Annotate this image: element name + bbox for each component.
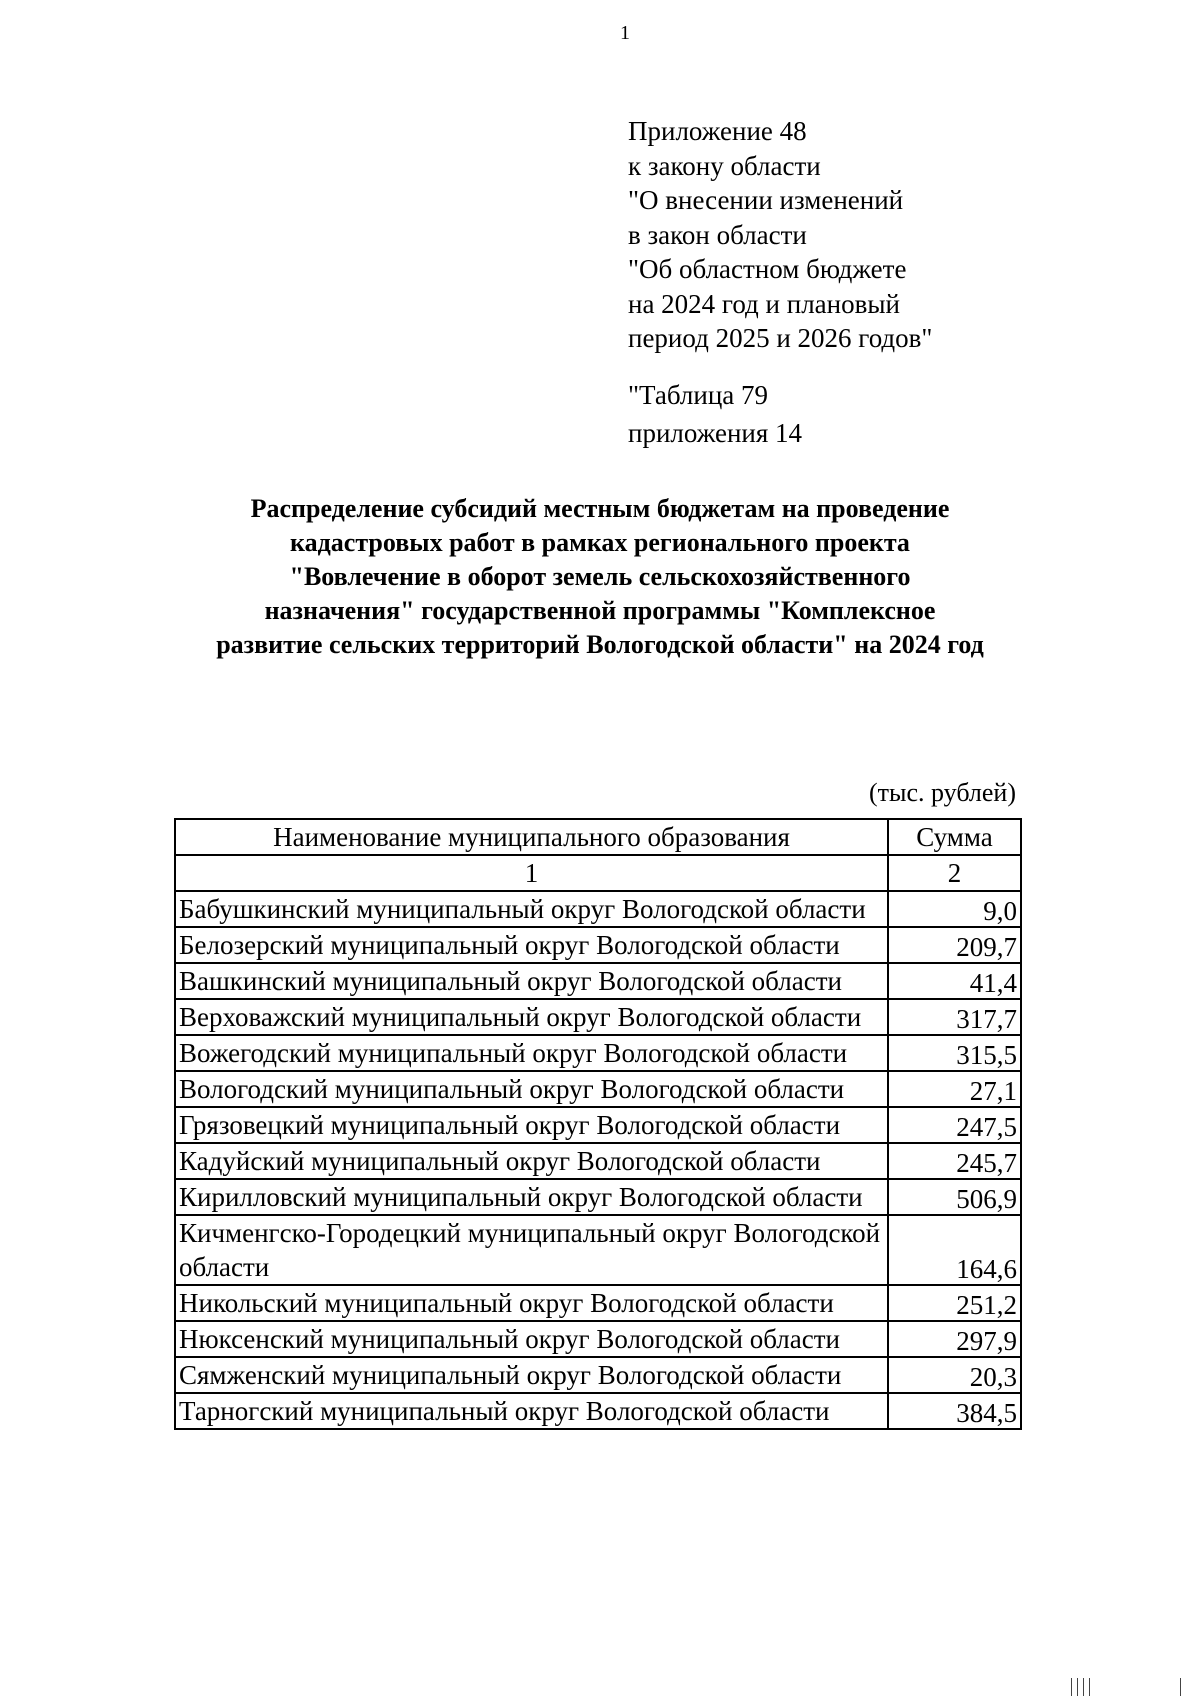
subsidy-amount: 41,4 xyxy=(888,963,1021,999)
document-title-line: развитие сельских территорий Вологодской области" на 2024 год xyxy=(216,630,984,659)
table-row xyxy=(175,1071,1021,1107)
table-row xyxy=(175,1393,1021,1429)
subsidy-amount: 9,0 xyxy=(888,891,1021,927)
subsidy-amount: 247,5 xyxy=(888,1107,1021,1143)
appendix-header-line: на 2024 год и плановый xyxy=(628,288,900,319)
table-row xyxy=(175,1143,1021,1179)
subsidy-amount: 209,7 xyxy=(888,927,1021,963)
municipality-name: Белозерский муниципальный округ Вологодской области xyxy=(175,927,888,963)
subsidy-amount: 164,6 xyxy=(888,1215,1021,1285)
subsidy-amount: 251,2 xyxy=(888,1285,1021,1321)
appendix-header xyxy=(628,114,932,356)
scan-mark xyxy=(1071,1678,1072,1696)
subsidy-amount: 315,5 xyxy=(888,1035,1021,1071)
appendix-header-line: "О внесении изменений xyxy=(628,185,904,215)
column-number-row xyxy=(175,855,1021,891)
table-header-row xyxy=(175,819,1021,855)
table-row xyxy=(175,1179,1021,1215)
municipality-name: Кадуйский муниципальный округ Вологодской области xyxy=(175,1143,888,1179)
table-reference-line: приложения 14 xyxy=(628,418,803,448)
subsidy-amount: 297,9 xyxy=(888,1321,1021,1357)
appendix-header-line: к закону области xyxy=(628,150,821,181)
document-title-line: кадастровых работ в рамках регионального проекта xyxy=(290,528,910,557)
scan-mark xyxy=(1083,1678,1084,1696)
municipality-name: Сямженский муниципальный округ Вологодской области xyxy=(175,1357,888,1393)
municipality-name: Никольский муниципальный округ Вологодской области xyxy=(175,1285,888,1321)
column-header-amount: Сумма xyxy=(888,819,1021,855)
municipality-name: Вожегодский муниципальный округ Вологодской области xyxy=(175,1035,888,1071)
document-title xyxy=(150,492,1050,662)
table-row xyxy=(175,1285,1021,1321)
municipality-name: Вашкинский муниципальный округ Вологодской области xyxy=(175,963,888,999)
appendix-header-line: "Об областном бюджете xyxy=(628,254,907,284)
appendix-header-line: период 2025 и 2026 годов" xyxy=(628,323,933,353)
document-title-line: Распределение субсидий местным бюджетам на проведение xyxy=(250,494,950,523)
subsidy-amount: 384,5 xyxy=(888,1393,1021,1429)
subsidy-amount: 317,7 xyxy=(888,999,1021,1035)
subsidy-amount: 506,9 xyxy=(888,1179,1021,1215)
appendix-header-line: в закон области xyxy=(628,219,807,250)
document-title-line: назначения" государственной программы "Комплексное xyxy=(264,596,936,625)
column-number: 2 xyxy=(888,855,1021,891)
subsidy-amount: 27,1 xyxy=(888,1071,1021,1107)
table-row xyxy=(175,891,1021,927)
appendix-header-line: Приложение 48 xyxy=(628,116,807,146)
municipality-name: Грязовецкий муниципальный округ Вологодской области xyxy=(175,1107,888,1143)
municipality-name: Вологодский муниципальный округ Вологодской области xyxy=(175,1071,888,1107)
units-label: (тыс. рублей) xyxy=(868,778,1016,807)
table-row xyxy=(175,1357,1021,1393)
table-row xyxy=(175,1035,1021,1071)
document-title-line: "Вовлечение в оборот земель сельскохозяйственного xyxy=(289,562,911,591)
page-number: 1 xyxy=(620,22,630,44)
table-row xyxy=(175,927,1021,963)
municipality-name: Кирилловский муниципальный округ Вологодской области xyxy=(175,1179,888,1215)
table-reference xyxy=(628,376,802,452)
column-number: 1 xyxy=(175,855,888,891)
subsidy-amount: 245,7 xyxy=(888,1143,1021,1179)
table-row xyxy=(175,1321,1021,1357)
scan-mark xyxy=(1089,1678,1090,1696)
municipality-name: Бабушкинский муниципальный округ Вологодской области xyxy=(175,891,888,927)
table-row xyxy=(175,1215,1021,1285)
table-row xyxy=(175,963,1021,999)
subsidy-amount: 20,3 xyxy=(888,1357,1021,1393)
column-header-name: Наименование муниципального образования xyxy=(175,819,888,855)
table-row xyxy=(175,999,1021,1035)
municipality-name: Кичменгско-Городецкий муниципальный округ Вологодской области xyxy=(175,1215,888,1285)
scan-mark xyxy=(1180,1678,1181,1696)
municipality-name: Тарногский муниципальный округ Вологодской области xyxy=(175,1393,888,1429)
municipality-name: Верховажский муниципальный округ Вологодской области xyxy=(175,999,888,1035)
table-reference-line: "Таблица 79 xyxy=(628,380,768,410)
table-row xyxy=(175,1107,1021,1143)
municipality-name: Нюксенский муниципальный округ Вологодской области xyxy=(175,1321,888,1357)
subsidy-table xyxy=(174,818,1022,1430)
scan-mark xyxy=(1077,1678,1078,1696)
